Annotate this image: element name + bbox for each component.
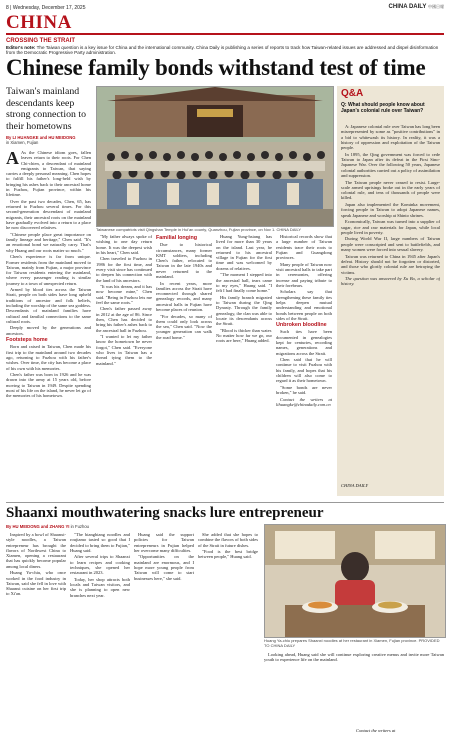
- paragraph: "The biangbiang noodles and roujiamo tasted so good that I decided to bring them to Fujian," Huang said.: [70, 532, 130, 553]
- paragraph: "It was his dream, and it has now become mine," Chen said. "Being in Fuzhou lets me feel the same roots.": [96, 284, 152, 305]
- paragraph: His family branch migrated to Taiwan during the Qing Dynasty. Through the family genealogy, the clan was able to locate its descendants across the Strait.: [216, 294, 272, 327]
- subhead-familial-longing: Familial longing: [156, 235, 198, 241]
- paragraph: Over the past two decades, Chen, 65, has returned to Fuzhou several times. For this second-generation descendant of mainland migrants, their ancestral roots on the mainland have gradually evolved into a return to a place he now discovered relatives.: [6, 198, 91, 231]
- paragraph: She added that she hopes to combine the flavors of both sides of the Strait in future dishes.: [198, 532, 258, 548]
- article1-byline: [6, 135, 91, 145]
- paragraph: Chen said that he will continue to visit Fuzhou with his family, and hopes that his children will also come to regard it as their hometown.: [276, 357, 332, 384]
- paragraph: Armed by blood ties across the Taiwan Strait, people on both sides have long upheld traditions of ancestor and folk beliefs, including the worship of the same sea goddess. Descendants of mainland families have cultural and familial connections to the same cultural roots.: [6, 287, 91, 324]
- paragraph: After several trips to Shaanxi to learn recipes and cooking techniques, she opened her restaurant in 2023.: [70, 554, 130, 576]
- article2-col1: [6, 532, 66, 740]
- article2-col4: [198, 532, 258, 740]
- paragraph: Huang said the support policies for Taiwan entrepreneurs in Fujian helped her overcome many difficulties.: [134, 532, 194, 553]
- paragraph: "Some bonds are never broken," he said.: [276, 384, 332, 396]
- main-photo: [96, 86, 334, 227]
- paragraph: Chen's father was born in 1926 and he was drawn into the army at 15 years old, before moving to Taiwan in 1949. Despite spending most of his life on the island, he never let go of the memories of his hometown.: [6, 372, 91, 399]
- paragraph: Such ties have been documented in genealogies kept for centuries, recording names, generations and migrations across the Strait.: [276, 329, 332, 356]
- paragraph: "Blood is thicker than water. No matter how far we go, our roots are here," Huang added.: [216, 327, 272, 344]
- paragraph: Huang Ya-chiu, who once worked in the food industry in Taiwan, said she fell in love with Shaanxi cuisine on her first trip to Xi'an.: [6, 570, 66, 597]
- paragraph: A As the Chinese idiom goes, fallen leaves return to their roots. For Chen Chi-chien, a descendant of mainland emigrants to Taiwan, that saying carries a deeply personal meaning. Chen hopes to fulfill his father's long-held wish by bringing his ashes back to their ancestral home in Fuzhou, Fujian province, within his lifetime.: [6, 150, 91, 198]
- article-divider: [6, 502, 444, 503]
- paragraph: Many people of Taiwan now visit ancestral halls to take part in ceremonies, offering incense and paying tribute to their forebears.: [276, 261, 332, 288]
- paragraph: A: Japanese colonial rule over Taiwan has long been misrepresented by some as "positive contributions" in a bid to whitewash its history. In reality, it was a history of oppression and exploitation of the Taiwan people.: [341, 124, 440, 151]
- section-rule: [6, 33, 444, 35]
- paragraph: Chen's experience is far from unique. Former residents from the mainland moved to Taiwan, mainly from Fujian, a major province for Taiwan residents entering the mainland, where every passenger reading is similar journey to a town of unexpected return.: [6, 254, 91, 286]
- article1-col4: [216, 234, 272, 500]
- paragraph: Historical records show that a large number of Taiwan residents trace their roots to Fujian and Guangdong provinces.: [276, 234, 332, 261]
- paragraph: Inspired by a bowl of Shaanxi-style noodles, a Taiwan entrepreneur has brought the flavors of Northwest China to Xiamen, opening a restaurant that has quickly become popular among local diners.: [6, 532, 66, 569]
- qa-sidebar: [337, 86, 444, 496]
- paragraph: Chen traveled to Fuzhou in 1986 for the first time, and every visit since has continued to deepen his connection with the land of his ancestors.: [96, 256, 152, 283]
- article1-headline: Chinese family bonds withstand test of time: [6, 55, 426, 80]
- paragraph: Japan also implemented the Kominka movement, forcing people in Taiwan to adopt Japanese names, speak Japanese and worship at Shinto shrines.: [341, 202, 440, 218]
- paragraph: Due to historical circumstances, many former KMT soldiers, including Chen's father, relocated to Taiwan in the late 1940s and never returned to the mainland.: [156, 242, 212, 280]
- section-title: CHINA: [6, 12, 72, 33]
- article2-col3: [134, 532, 194, 740]
- paragraph: Born and raised in Taiwan, Chen made his first trip to the mainland around two decades ago, returning to Fuzhou with his father's wishes. Over time, the city has become a place of his own with his memories.: [6, 344, 91, 371]
- subhead-unbroken-bloodline: Unbroken bloodline: [276, 322, 327, 329]
- paragraph: Looking ahead, Huang said she will continue exploring creative menus and invite more Taiwan youth to experience life on the mainland.: [264, 652, 444, 663]
- article2-headline: Shaanxi mouthwatering snacks lure entrepreneur: [6, 505, 324, 521]
- paragraph: "Opportunities on the mainland are enormous, and I hope more young people from Taiwan will come to start businesses here," she said.: [134, 554, 194, 581]
- paragraph: Scholars say that strengthening these family ties helps deepen mutual understanding and emotional bonds between people on both sides of the Strait.: [276, 289, 332, 321]
- article1-byline-place: in Xiamen, Fujian: [6, 140, 39, 145]
- paragraph: "Food is the best bridge between people," Huang said.: [198, 549, 258, 560]
- paragraph: Economically, Taiwan was turned into a supplier of sugar, rice and raw materials for Japan, while local people lived in poverty.: [341, 219, 440, 235]
- paragraph: "Chinese people place great importance on family lineage and heritage," Chen said. "It's an emotional bond we naturally carry. That's why Huang and our roots matter so much.": [6, 231, 91, 253]
- paragraph: Huang Yung-hsiang has lived for more than 30 years on the island. Last year, he returned to his ancestral village in Fujian for the first time and was welcomed by dozens of relatives.: [216, 234, 272, 271]
- article1-col5: [276, 234, 332, 500]
- article2-byline-place: in Fuzhou: [70, 524, 90, 529]
- masthead: CHINA DAILY: [388, 4, 427, 10]
- article2-col5: [264, 652, 444, 726]
- kicker: CROSSING THE STRAIT: [6, 38, 76, 44]
- paragraph: Contact the writers at lihuangke@chinadaily.com.cn: [276, 396, 332, 407]
- snack-photo-caption: Huang Ya-chiu prepares Shaanxi noodles at her restaurant in Xiamen, Fujian province. PROVIDED TO CHINA DAILY: [264, 638, 440, 648]
- qa-body: [341, 124, 440, 480]
- paragraph: The question was answered by Xu Bo, a scholar of history.: [341, 276, 440, 287]
- article2-contact: Contact the writers at: [356, 728, 396, 733]
- paragraph: In 1895, the Qing government was forced to cede Taiwan to Japan after its defeat in the First Sino-Japanese War. Over the following 50 years, Japanese colonial authorities carried out a policy of assimilation and suppression.: [341, 151, 440, 178]
- drop-cap: A: [6, 150, 19, 168]
- article1-col1: [6, 150, 91, 500]
- paragraph: Today, her shop attracts both locals and Taiwan visitors, and she is planning to open new branches next year.: [70, 576, 130, 598]
- paragraph: Chen's father passed away in 2012 at the age of 86. Since then, Chen has decided to bring his father's ashes back to the ancestral hall in Fuzhou.: [96, 306, 152, 333]
- page-number: 8: [6, 5, 9, 11]
- group-photo-illustration: [97, 87, 333, 226]
- main-photo-caption: Taiwanese compatriots visit Qingshan Temple in Hui'an county, Quanzhou, Fujian province, on Nov 1. CHINA DAILY: [96, 227, 302, 232]
- article2-byline-names: By HU MEIDONG and ZHANG YI: [6, 524, 70, 529]
- snack-photo: [264, 524, 446, 638]
- qa-title: Q&A: [341, 88, 364, 99]
- editors-note-text: The Taiwan question is a key issue for China and the international community. China Daily is publishing a series of reports to track how Taiwan-related issues are addressed and dispel disinformation from the Democratic Progressive Party administration.: [6, 45, 439, 56]
- dateline: | Wednesday, December 17, 2025: [10, 5, 86, 11]
- qa-contact: CHINA DAILY: [341, 483, 368, 488]
- editors-note-label: Editor's note:: [6, 45, 36, 50]
- masthead-chinese: 中國日報: [428, 4, 444, 9]
- article1-byline-names: By LI HUANGKE and HU MEIDONG: [6, 135, 76, 140]
- subhead-footsteps-home: Footsteps home: [6, 337, 48, 344]
- article1-col3: [156, 234, 212, 500]
- qa-question: Q: What should people know about Japan's colonial rule over Taiwan?: [341, 102, 425, 114]
- paragraph: "For decades, so many of them could only look across the sea," Chen said. "Now the younger generation can walk the road home.": [156, 313, 212, 340]
- article1-deck: Taiwan's mainland descendants keep strong connection to their hometowns: [6, 86, 86, 132]
- article2-col2: [70, 532, 130, 740]
- paragraph: During World War II, large numbers of Taiwan people were conscripted and sent to battlefields, and many women were forced into sexual slavery.: [341, 236, 440, 253]
- paragraph: In recent years, more families across the Strait have reconnected through shared genealogy records, and many ancestral halls in Fujian have become places of reunion.: [156, 280, 212, 313]
- paragraph: "My father always spoke of wishing to one day return home. It was the deepest wish in his heart," Chen said.: [96, 234, 152, 255]
- paragraph: Deeply moved by the generations and ancestors.: [6, 325, 91, 336]
- paragraph: The Taiwan people never ceased to resist. Large-scale armed uprisings broke out in the early years of colonial rule, and tens of thousands of people were killed.: [341, 179, 440, 201]
- article2-byline: [6, 524, 89, 529]
- paragraph: "I wanted to let my father know the hometown he never forgot," Chen said. "Everyone who lives in Taiwan has a thread tying them to the mainland.": [96, 334, 152, 366]
- paragraph: "The moment I stepped into the ancestral hall, tears came to my eyes," Huang said. "I felt I had finally come home.": [216, 272, 272, 294]
- article1-col2: [96, 234, 152, 500]
- restaurant-photo-illustration: [265, 525, 445, 637]
- paragraph: Taiwan was returned to China in 1945 after Japan's defeat. History should not be forgotten or distorted, and those who glorify colonial rule are betraying the victims.: [341, 253, 440, 275]
